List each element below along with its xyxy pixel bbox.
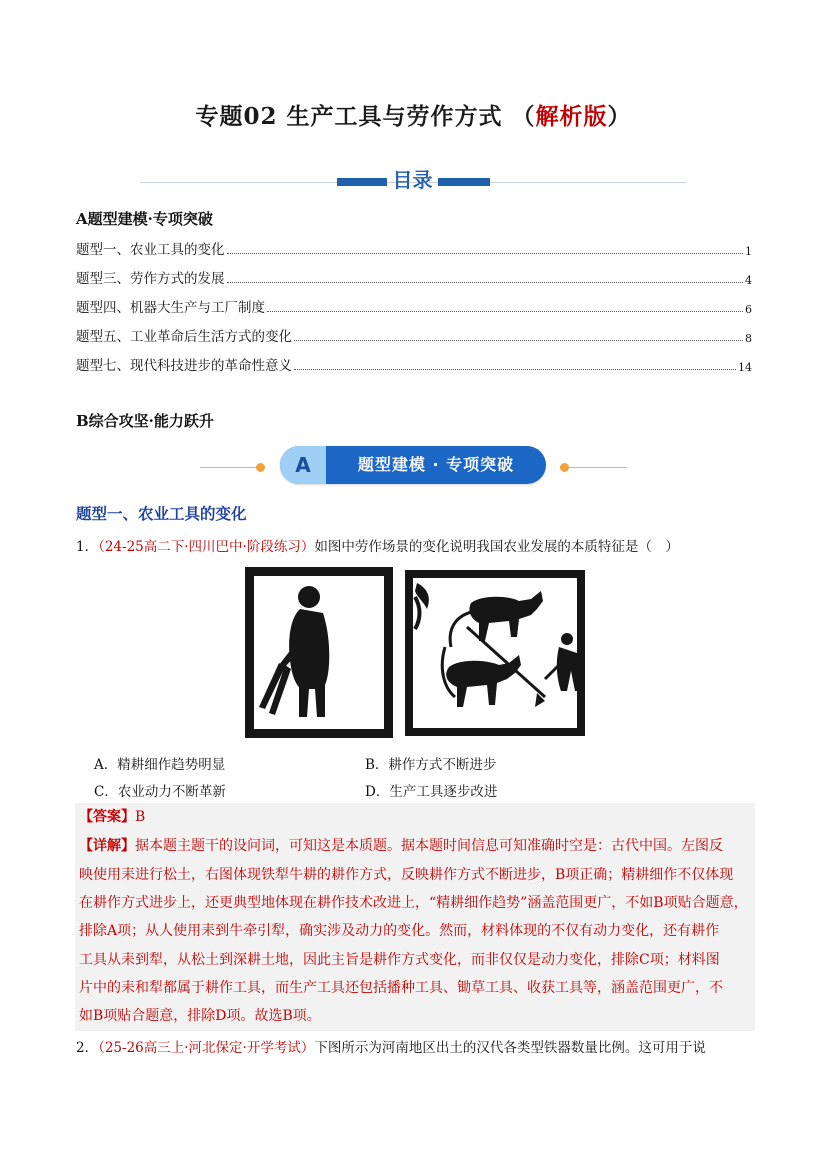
detail-line	[79, 832, 751, 860]
toc-heading: 目录	[392, 168, 433, 192]
title-suffix-red: 解析版	[535, 103, 608, 130]
toc-leader-dots	[267, 311, 743, 312]
question-type-heading: 题型一、农业工具的变化	[76, 504, 247, 523]
toc-section-a: A题型建模·专项突破	[76, 210, 213, 228]
option-a[interactable]: A．精耕细作趋势明显	[94, 757, 226, 773]
banner-letter: A	[280, 446, 326, 484]
toc-item-text: 题型三、劳作方式的发展	[76, 271, 225, 287]
option-d[interactable]: D．生产工具逐步改进	[365, 784, 498, 800]
toc-item[interactable]	[76, 325, 752, 345]
banner-line-left	[200, 467, 258, 468]
question-number: 2．	[76, 1040, 99, 1056]
detail-line: 排除A项；从人使用耒到牛牵引犁，确实涉及动力的变化。然而，材料体现的不仅有动力变化，还有耕作	[79, 923, 720, 939]
answer-tag: 【答案】	[79, 809, 135, 825]
toc-item-text: 题型四、机器大生产与工厂制度	[76, 300, 265, 316]
banner-label: 题型建模 · 专项突破	[357, 455, 515, 474]
toc-bar-left	[337, 178, 387, 186]
toc-item-page: 1	[745, 245, 752, 258]
question-source: （25-26高三上·河北保定·开学考试）	[98, 1040, 315, 1056]
title-suffix-open: （	[511, 103, 536, 130]
toc-item[interactable]	[76, 267, 752, 287]
toc-heading-block	[140, 164, 686, 194]
section-banner	[200, 446, 627, 486]
title-main: 专题02 生产工具与劳作方式	[195, 103, 503, 130]
question-text: 如图中劳作场景的变化说明我国农业发展的本质特征是（ ）	[314, 539, 679, 555]
question-source: （24-25高二下·四川巴中·阶段练习）	[98, 539, 315, 555]
toc-leader-dots	[294, 340, 743, 341]
detail-line: 工具从耒到犁，从松土到深耕土地，因此主旨是耕作方式变化，而非仅仅是动力变化，排除C项；材料图	[79, 952, 720, 968]
farming-scene-figure	[245, 567, 585, 738]
page-title	[0, 98, 827, 131]
answer-box	[75, 803, 755, 1031]
left-panel-farmer-with-lei	[245, 567, 393, 738]
toc-item[interactable]	[76, 354, 752, 374]
toc-item-page: 6	[745, 303, 752, 316]
question-number: 1．	[76, 539, 99, 555]
option-b[interactable]: B．耕作方式不断进步	[365, 757, 497, 773]
toc-bar-right	[438, 178, 490, 186]
toc-leader-dots	[227, 253, 744, 254]
toc-item-text: 题型七、现代科技进步的革命性意义	[76, 358, 292, 374]
toc-item[interactable]	[76, 238, 752, 258]
detail-text: 据本题主题干的设问词，可知这是本质题。据本题时间信息可知准确时空是：古代中国。左图反	[135, 838, 723, 854]
banner-line-right	[569, 467, 627, 468]
detail-tag: 【详解】	[79, 838, 135, 854]
banner-dot-right	[560, 463, 569, 472]
toc-item-text: 题型一、农业工具的变化	[76, 242, 225, 258]
detail-line: 映使用耒进行松土，右图体现铁犁牛耕的耕作方式，反映耕作方式不断进步，B项正确；精耕细作不仅体现	[79, 867, 734, 883]
banner-dot-left	[256, 463, 265, 472]
toc-leader-dots	[227, 282, 744, 283]
answer-line	[79, 803, 751, 831]
question-text: 下图所示为河南地区出土的汉代各类型铁器数量比例。这可用于说	[314, 1040, 706, 1056]
toc-item[interactable]	[76, 296, 752, 316]
title-suffix-close: ）	[607, 103, 632, 130]
question-2-stem	[76, 1036, 706, 1056]
banner-pill	[280, 446, 546, 484]
answer-value: B	[135, 809, 146, 825]
toc-item-page: 8	[745, 332, 752, 345]
detail-line: 片中的耒和犁都属于耕作工具，而生产工具还包括播种工具、锄草工具、收获工具等，涵盖范围更广，不	[79, 980, 723, 996]
toc-item-page: 14	[738, 361, 752, 374]
toc-leader-dots	[294, 369, 736, 370]
toc-item-text: 题型五、工业革命后生活方式的变化	[76, 329, 292, 345]
question-1-stem	[76, 535, 679, 555]
detail-line: 在耕作方式进步上，还更典型地体现在耕作技术改进上，“精耕细作趋势”涵盖范围更广，不如B项贴合题意，	[79, 895, 748, 911]
detail-line: 如B项贴合题意，排除D项。故选B项。	[79, 1008, 321, 1024]
toc-item-page: 4	[745, 274, 752, 287]
option-c[interactable]: C．农业动力不断革新	[94, 784, 226, 800]
toc-section-b: B综合攻坚·能力跃升	[76, 412, 214, 430]
right-panel-ox-plough	[405, 570, 585, 736]
